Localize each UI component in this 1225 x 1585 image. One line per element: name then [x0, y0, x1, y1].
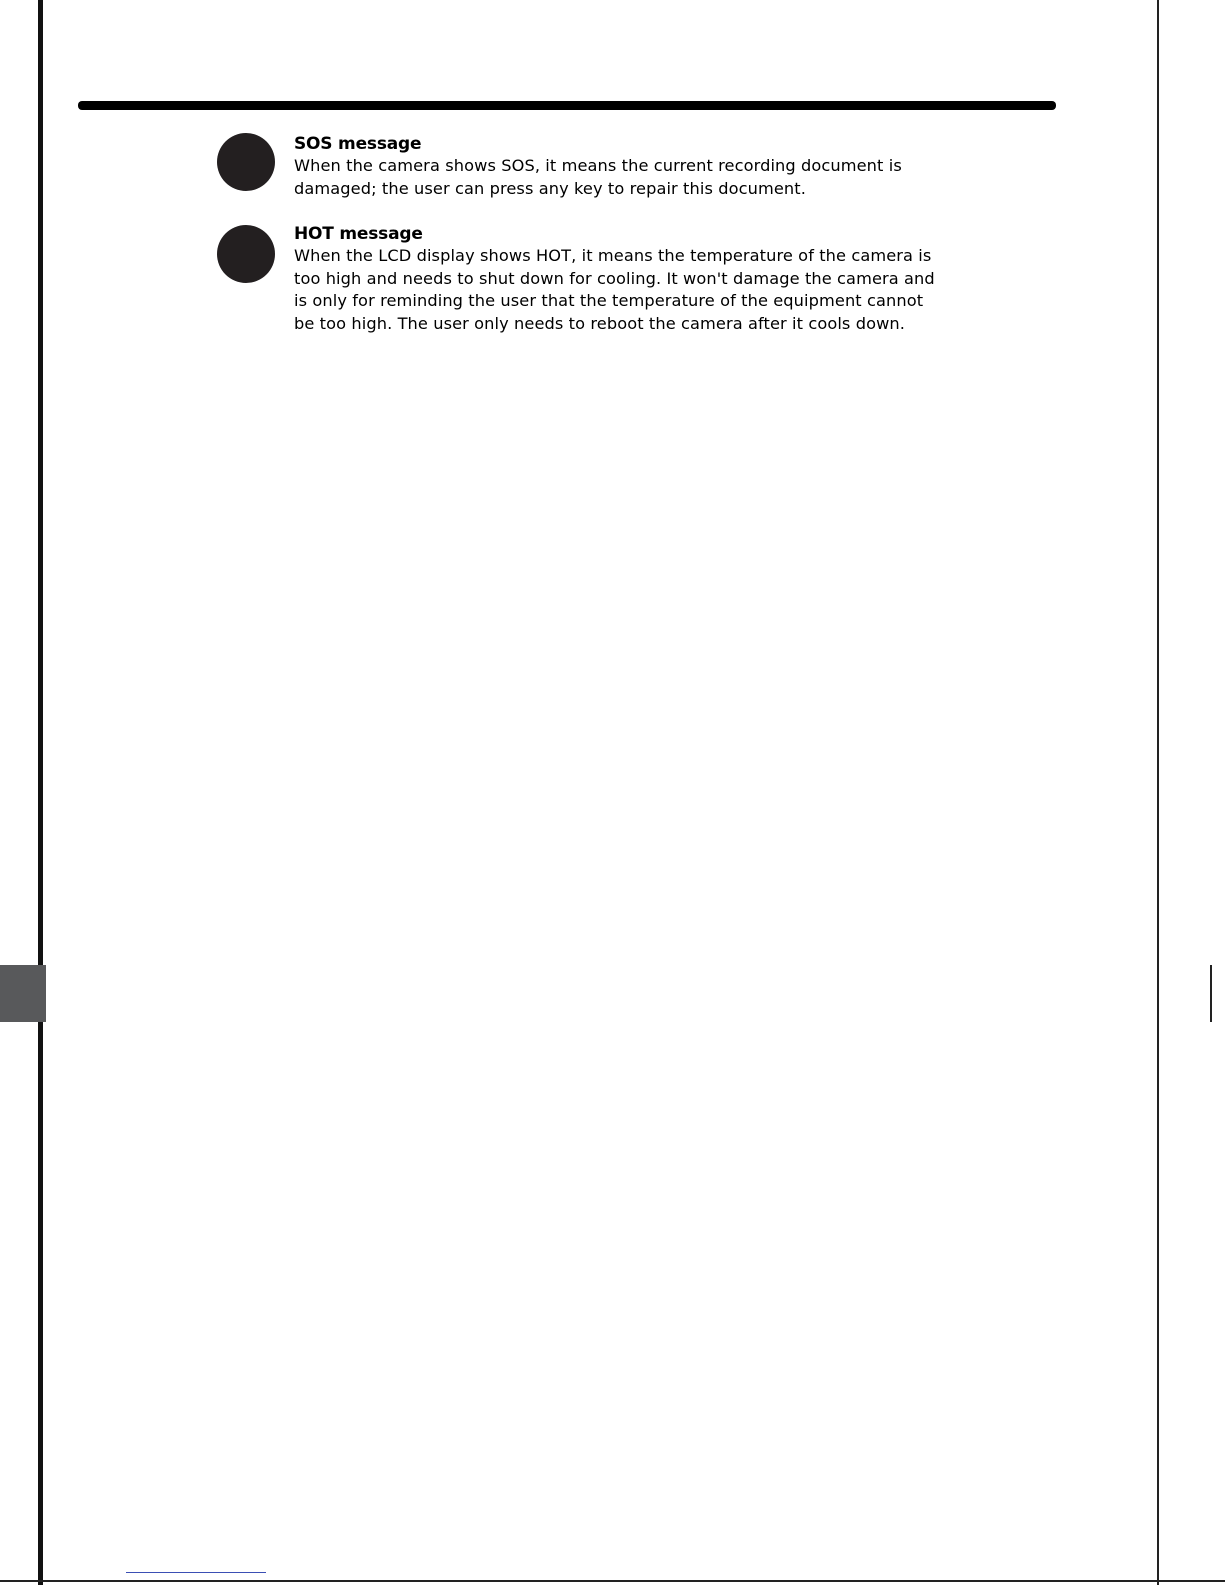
sos-bullet-icon [217, 133, 275, 191]
hot-message-line: is only for reminding the user that the temperature of the equipment cannot [294, 291, 924, 311]
sos-message-content [294, 133, 974, 200]
hot-message-line: be too high. The user only needs to reboot the camera after it cools down. [294, 314, 906, 334]
bottom-page-rule [0, 1580, 1225, 1582]
chapter-side-tab [0, 965, 46, 1022]
hot-message-heading: HOT message [294, 224, 423, 244]
hot-message-line: too high and needs to shut down for cooling. It won't damage the camera and [294, 268, 935, 288]
right-page-rule [1157, 0, 1159, 1585]
left-page-rule [38, 0, 43, 1585]
sos-message-line: When the camera shows SOS, it means the current recording document is [294, 156, 902, 175]
hot-message-content [294, 223, 974, 336]
footer-underline [126, 1572, 266, 1573]
hot-bullet-icon [217, 225, 275, 283]
hot-message-line: When the LCD display shows HOT, it means the temperature of the camera is [294, 246, 932, 265]
header-bar [78, 101, 1056, 110]
sos-message-heading: SOS message [294, 134, 422, 154]
right-edge-mark [1210, 965, 1212, 1022]
sos-message-line: damaged; the user can press any key to repair this document. [294, 178, 806, 198]
